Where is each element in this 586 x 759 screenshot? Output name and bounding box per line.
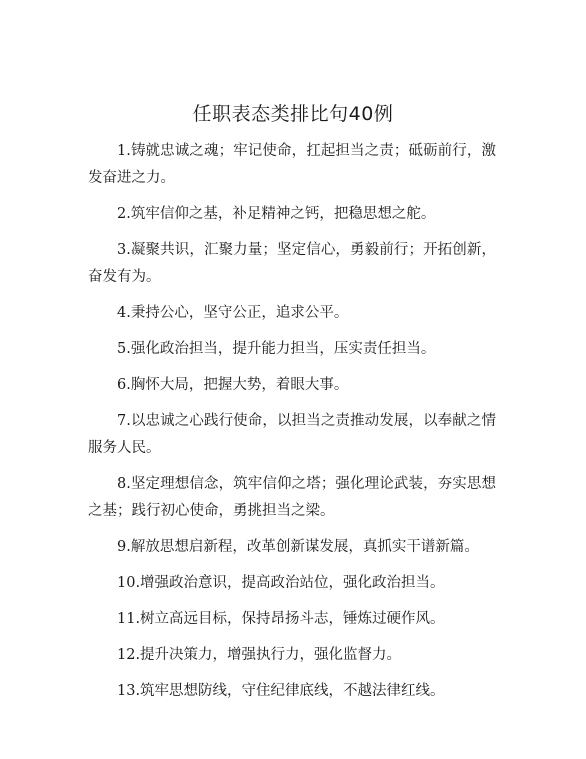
document-title: 任职表态类排比句40例 xyxy=(192,103,394,125)
document-body xyxy=(88,138,496,714)
list-item: 10.增强政治意识，提高政治站位，强化政治担当。 xyxy=(117,575,445,591)
list-item: 4.秉持公心，坚守公正，追求公平。 xyxy=(117,305,349,321)
list-item: 7.以忠诚之心践行使命，以担当之责推动发展，以奉献之情服务人民。 xyxy=(88,413,496,456)
list-item: 3.凝聚共识，汇聚力量；坚定信心，勇毅前行；开拓创新，奋发有为。 xyxy=(88,242,496,285)
list-item: 2.筑牢信仰之基，补足精神之钙，把稳思想之舵。 xyxy=(117,206,436,222)
list-item: 5.强化政治担当，提升能力担当，压实责任担当。 xyxy=(117,341,436,357)
list-item: 6.胸怀大局，把握大势，着眼大事。 xyxy=(117,377,349,393)
list-item: 8.坚定理想信念，筑牢信仰之塔；强化理论武装，夯实思想之基；践行初心使命，勇挑担当之梁。 xyxy=(88,476,496,519)
list-item: 9.解放思想启新程，改革创新谋发展，真抓实干谱新篇。 xyxy=(117,539,479,555)
list-item: 12.提升决策力，增强执行力，强化监督力。 xyxy=(117,647,402,663)
list-item: 11.树立高远目标，保持昂扬斗志，锤炼过硬作风。 xyxy=(117,611,445,627)
list-item: 1.铸就忠诚之魂；牢记使命，扛起担当之责；砥砺前行，激发奋进之力。 xyxy=(88,143,496,186)
list-item: 13.筑牢思想防线，守住纪律底线，不越法律红线。 xyxy=(117,683,445,699)
